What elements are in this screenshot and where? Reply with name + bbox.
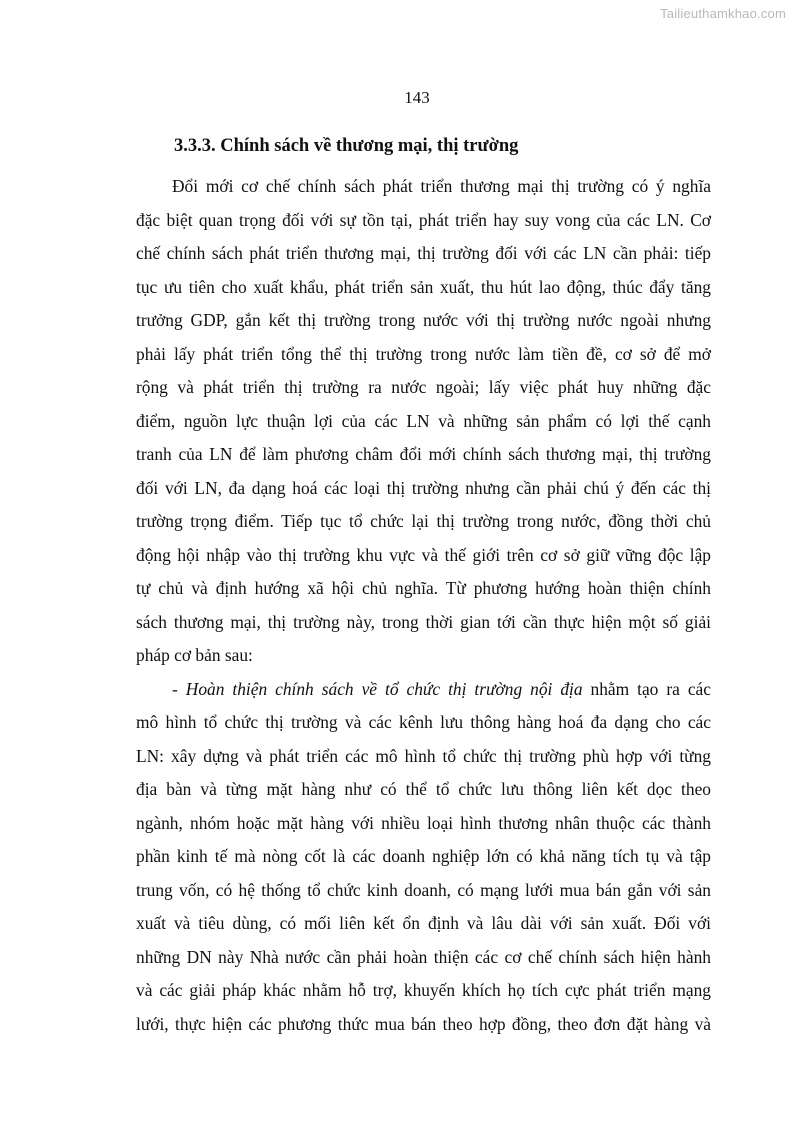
text-line: động hội nhập vào thị trường khu vực và thế giới trên cơ sở giữ vững độc lập: [136, 544, 711, 565]
text-line: tục ưu tiên cho xuất khẩu, phát triển sản xuất, thu hút lao động, thúc đẩy tăng: [136, 276, 711, 297]
page-number: 143: [404, 88, 430, 107]
body-text: [136, 170, 711, 1041]
text-line: xuất và tiêu dùng, có mối liên kết ổn định và lâu dài với sản xuất. Đối với: [136, 913, 711, 933]
text-line: tranh của LN để làm phương châm đổi mới chính sách thương mại, thị trường: [136, 444, 711, 464]
section-heading: 3.3.3. Chính sách về thương mại, thị trường: [174, 136, 519, 156]
text-line: đối với LN, đa dạng hoá các loại thị trường nhưng cần phải chú ý đến các thị: [136, 477, 711, 498]
text-line: đặc biệt quan trọng đối với sự tồn tại, phát triển hay suy vong của các LN. Cơ: [136, 209, 711, 230]
text-line: trung vốn, có hệ thống tổ chức kinh doanh, có mạng lưới mua bán gắn với sản: [136, 879, 711, 900]
text-line: tự chủ và định hướng xã hội chủ nghĩa. Từ phương hướng hoàn thiện chính: [136, 578, 711, 598]
text-line: phần kinh tế mà nòng cốt là các doanh nghiệp lớn có khả năng tích tụ và tập: [136, 846, 711, 866]
text-line: rộng và phát triển thị trường ra nước ngoài; lấy việc phát huy những đặc: [136, 377, 711, 397]
text-line: những DN này Nhà nước cần phải hoàn thiện các cơ chế chính sách hiện hành: [136, 946, 711, 967]
text-line: [136, 673, 711, 707]
text-line: Đổi mới cơ chế chính sách phát triển thương mại thị trường có ý nghĩa: [172, 176, 711, 196]
text-line: chế chính sách phát triển thương mại, thị trường đối với các LN cần phải: tiếp: [136, 243, 711, 263]
text-line: địa bàn và từng mặt hàng như có thể tổ chức lưu thông liên kết dọc theo: [136, 779, 711, 799]
text-line: lưới, thực hiện các phương thức mua bán theo hợp đồng, theo đơn đặt hàng và: [136, 1013, 711, 1034]
text-line: LN: xây dựng và phát triển các mô hình tổ chức thị trường phù hợp với từng: [136, 745, 711, 766]
text-line: pháp cơ bản sau:: [136, 645, 253, 665]
text-line: trưởng GDP, gắn kết thị trường trong nước với thị trường nước ngoài nhưng: [136, 310, 711, 330]
watermark: Tailieuthamkhao.com: [660, 6, 786, 21]
text-line: và các giải pháp khác nhằm hỗ trợ, khuyến khích họ tích cực phát triển mạng: [136, 980, 711, 1000]
text-line: sách thương mại, thị trường này, trong thời gian tới cần thực hiện một số giải: [136, 611, 711, 632]
text-line: mô hình tổ chức thị trường và các kênh lưu thông hàng hoá đa dạng cho các: [136, 712, 711, 732]
text-line: ngành, nhóm hoặc mặt hàng với nhiều loại hình thương nhân thuộc các thành: [136, 812, 711, 833]
text-line: điểm, nguồn lực thuận lợi của các LN và những sản phẩm có lợi thế cạnh: [136, 410, 711, 431]
text-line: trường trọng điểm. Tiếp tục tổ chức lại thị trường trong nước, đồng thời chủ: [136, 511, 711, 531]
text-span: nhằm tạo ra các: [582, 678, 711, 699]
text-line: phải lấy phát triển tổng thể thị trường trong nước làm tiền đề, cơ sở để mở: [136, 343, 711, 364]
italic-lead: - Hoàn thiện chính sách về tổ chức thị trường nội địa: [172, 678, 583, 699]
